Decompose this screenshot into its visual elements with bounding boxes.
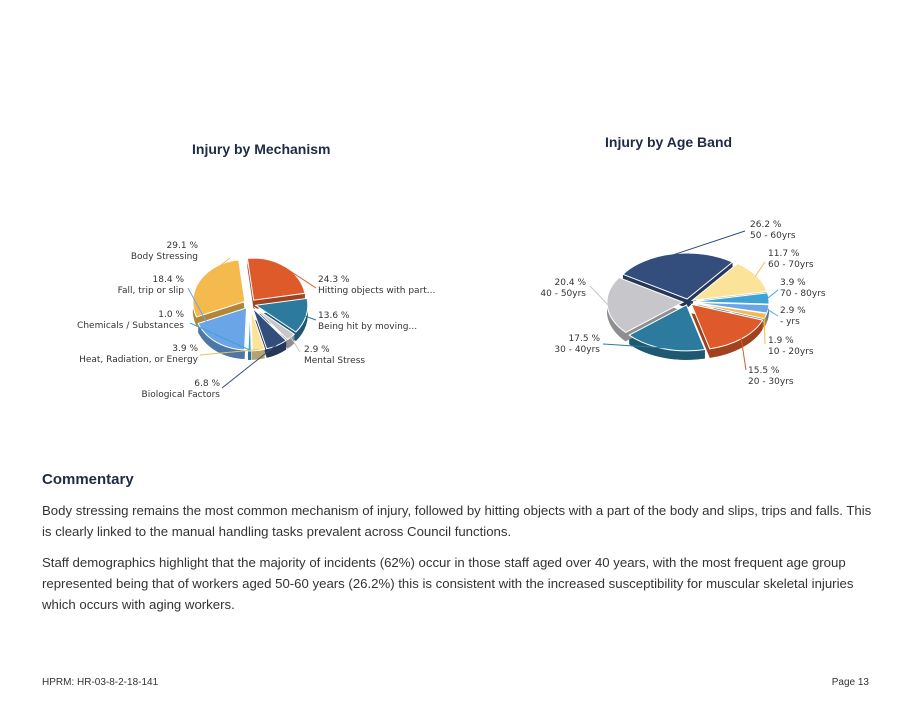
mechanism-label-chemicals-substances: Chemicals / Substances xyxy=(77,321,184,331)
age-band-label-20-30yrs: 20 - 30yrs xyxy=(748,377,794,387)
age-band-value-60-70yrs: 11.7 % xyxy=(768,249,800,259)
age-band-label-40-50yrs: 40 - 50yrs xyxy=(540,289,586,299)
mechanism-value-heat-radiation-or-energy: 3.9 % xyxy=(172,344,198,354)
age-band-value-50-60yrs: 26.2 % xyxy=(750,220,782,230)
mechanism-label-fall-trip-or-slip: Fall, trip or slip xyxy=(117,286,184,296)
mechanism-value-chemicals-substances: 1.0 % xyxy=(158,310,184,320)
mechanism-label-mental-stress: Mental Stress xyxy=(304,356,366,366)
commentary-heading: Commentary xyxy=(42,471,134,488)
age-band-value-30-40yrs: 17.5 % xyxy=(568,334,600,344)
commentary-paragraph-2: Staff demographics highlight that the majority of incidents (62%) occur in those staff aged over 40 years, with the most frequent age group represented being that of workers aged 50-60 years (26.2%) this is consistent with the increased susceptibility for muscular skeletal injuries which occurs with aging workers. xyxy=(42,555,854,612)
chart-title-age-band: Injury by Age Band xyxy=(605,134,733,150)
mechanism-value-fall-trip-or-slip: 18.4 % xyxy=(152,275,184,285)
document-reference: HPRM: HR-03-8-2-18-141 xyxy=(42,677,159,688)
mechanism-value-biological-factors: 6.8 % xyxy=(194,379,220,389)
age-band-value-10-20yrs: 1.9 % xyxy=(768,336,794,346)
mechanism-label-biological-factors: Biological Factors xyxy=(141,390,220,400)
mechanism-value-body-stressing: 29.1 % xyxy=(166,241,198,251)
age-band-value-yrs: 2.9 % xyxy=(780,306,806,316)
mechanism-label-being-hit-by-moving: Being hit by moving... xyxy=(318,322,418,332)
mechanism-label-hitting-objects-with-part: Hitting objects with part... xyxy=(318,286,436,296)
mechanism-label-body-stressing: Body Stressing xyxy=(130,252,198,262)
mechanism-value-mental-stress: 2.9 % xyxy=(304,345,330,355)
age-band-label-50-60yrs: 50 - 60yrs xyxy=(750,231,796,241)
age-band-leader-40-50yrs xyxy=(590,286,609,306)
age-band-label-10-20yrs: 10 - 20yrs xyxy=(768,347,814,357)
age-band-value-70-80yrs: 3.9 % xyxy=(780,278,806,288)
age-band-leader-50-60yrs xyxy=(674,231,745,255)
age-band-label-70-80yrs: 70 - 80yrs xyxy=(780,289,826,299)
age-band-value-20-30yrs: 15.5 % xyxy=(748,366,780,376)
age-band-leader-60-70yrs xyxy=(755,262,765,276)
age-band-label-yrs: - yrs xyxy=(780,317,800,327)
chart-title-mechanism: Injury by Mechanism xyxy=(192,141,331,157)
page-number: Page 13 xyxy=(831,677,869,688)
mechanism-label-heat-radiation-or-energy: Heat, Radiation, or Energy xyxy=(79,355,198,365)
age-band-value-40-50yrs: 20.4 % xyxy=(554,278,586,288)
age-band-leader-70-80yrs xyxy=(767,290,778,299)
age-band-label-60-70yrs: 60 - 70yrs xyxy=(768,260,814,270)
commentary-paragraph-1: Body stressing remains the most common mechanism of injury, followed by hitting objects with a part of the body and slips, trips and falls. This is clearly linked to the manual handling tasks prevalent across Council functions. xyxy=(42,503,872,539)
mechanism-value-hitting-objects-with-part: 24.3 % xyxy=(318,275,350,285)
age-band-label-30-40yrs: 30 - 40yrs xyxy=(554,345,600,355)
mechanism-value-being-hit-by-moving: 13.6 % xyxy=(318,311,350,321)
